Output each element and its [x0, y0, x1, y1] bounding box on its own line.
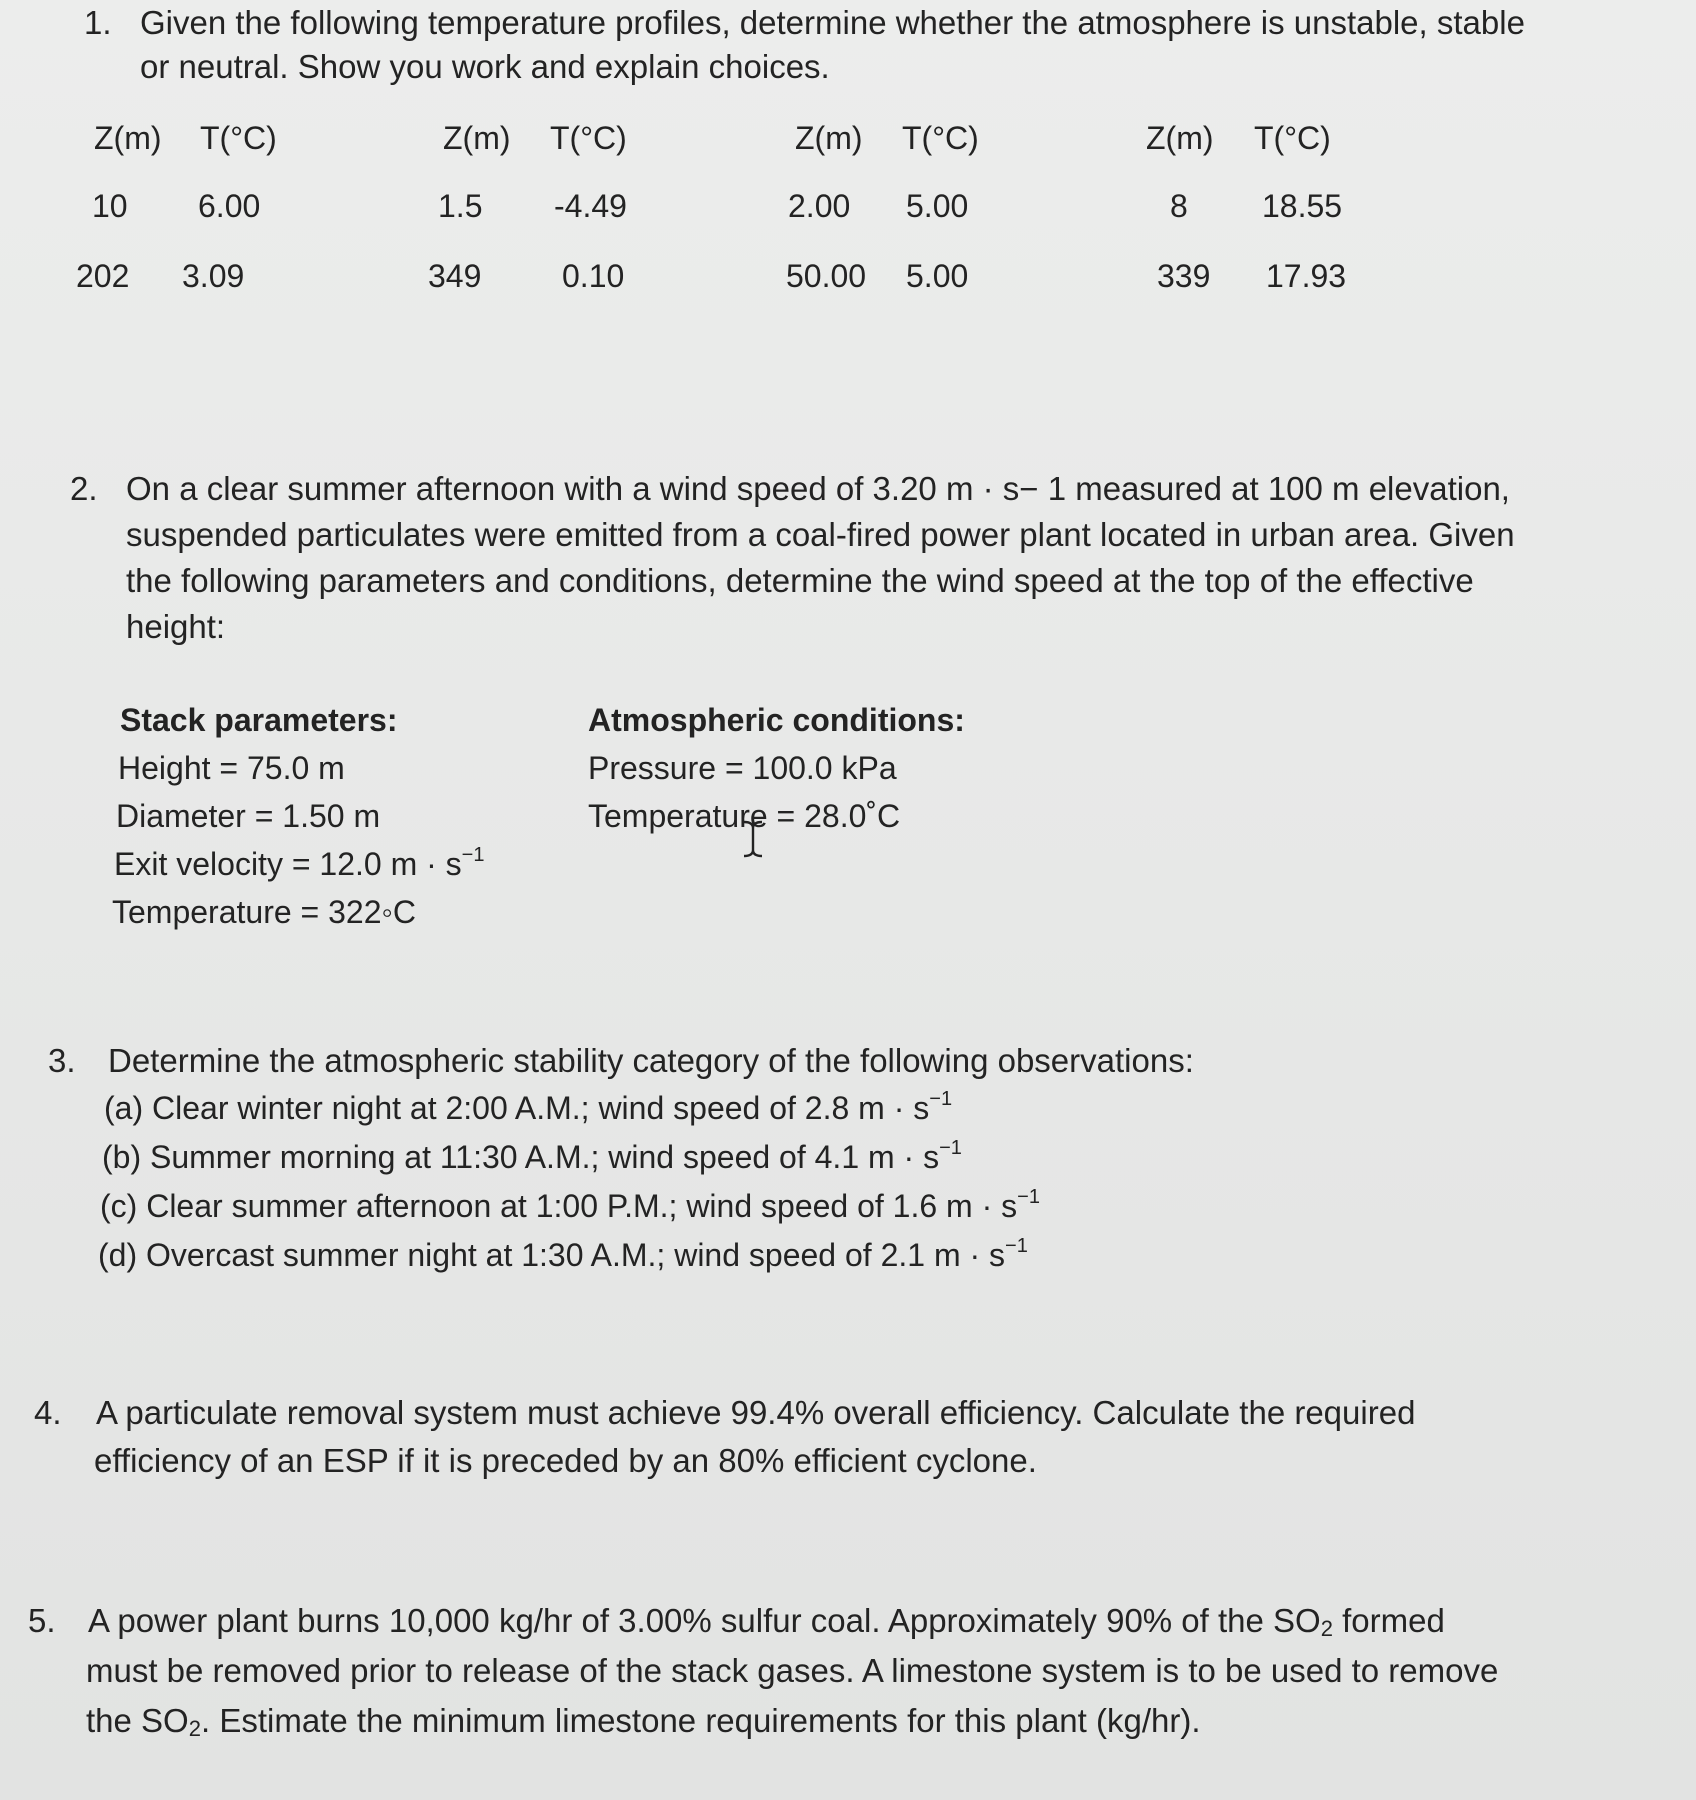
atmospheric-conditions-heading: Atmospheric conditions: [588, 702, 965, 738]
profile-1-z-2: 202 [76, 258, 130, 294]
profile-3-t-1: 5.00 [906, 188, 969, 224]
q4-line1: A particulate removal system must achieve 99.4% overall efficiency. Calculate the required [96, 1394, 1416, 1431]
profile-2-t-2: 0.10 [562, 258, 625, 294]
profile-4-t-2: 17.93 [1266, 258, 1347, 294]
q3-number: 3. [48, 1042, 76, 1079]
q2-number: 2. [70, 470, 98, 507]
profile-3-z-2: 50.00 [786, 258, 867, 294]
q3-item-c: (c) Clear summer afternoon at 1:00 P.M.; wind speed of 1.6 $m \cdot s^{-1}$ [100, 1186, 1040, 1224]
profile-2-header-z: Z(m) [443, 120, 511, 156]
atm-pressure: Pressure = 100.0 kPa [588, 750, 897, 786]
q1-text-line1: Given the following temperature profiles, determine whether the atmosphere is unstable, stable [140, 4, 1525, 41]
q2-line1: On a clear summer afternoon with a wind speed of 3.20 m · s− 1 measured at 100 m elevation, [126, 470, 1510, 507]
q2-line3: the following parameters and conditions, determine the wind speed at the top of the effective [126, 562, 1474, 599]
profile-3-t-2: 5.00 [906, 258, 969, 294]
profile-1-z-1: 10 [92, 188, 128, 224]
q3-intro: Determine the atmospheric stability category of the following observations: [108, 1042, 1194, 1079]
profile-4-z-2: 339 [1157, 258, 1211, 294]
stack-temperature: Temperature = 322◦C [112, 894, 416, 930]
profile-3-header-t: T(°C) [902, 120, 979, 156]
profile-2-header-t: T(°C) [550, 120, 627, 156]
q2-line4: height: [126, 608, 226, 645]
profile-4-header-z: Z(m) [1146, 120, 1214, 156]
stack-diameter: Diameter = 1.50 m [116, 798, 381, 834]
q5-line3: the $SO_2$. Estimate the minimum limestone requirements for this plant (kg/hr). [86, 1702, 1201, 1741]
profile-4-z-1: 8 [1170, 188, 1188, 224]
profile-3-header-z: Z(m) [795, 120, 863, 156]
profile-1-header-z: Z(m) [94, 120, 162, 156]
q2-line2: suspended particulates were emitted from a coal-fired power plant located in urban area. Given [126, 516, 1515, 553]
q4-line2: efficiency of an ESP if it is preceded by an 80% efficient cyclone. [94, 1442, 1037, 1479]
q5-line2: must be removed prior to release of the stack gases. A limestone system is to be used to remove [86, 1652, 1499, 1689]
profile-2-z-2: 349 [428, 258, 482, 294]
q1-text-line2: or neutral. Show you work and explain choices. [140, 48, 830, 85]
q5-number: 5. [28, 1602, 56, 1639]
profile-3-z-1: 2.00 [788, 188, 851, 224]
q3-item-d: (d) Overcast summer night at 1:30 A.M.; wind speed of 2.1 $m \cdot s^{-1}$ [98, 1235, 1028, 1273]
profile-1-header-t: T(°C) [200, 120, 277, 156]
q1-number: 1. [84, 4, 112, 41]
profile-4-header-t: T(°C) [1254, 120, 1331, 156]
profile-4-t-1: 18.55 [1262, 188, 1343, 224]
q4-number: 4. [34, 1394, 62, 1431]
profile-2-t-1: -4.49 [554, 188, 627, 224]
stack-exit-velocity [114, 846, 484, 883]
q3-item-b: (b) Summer morning at 11:30 A.M.; wind speed of 4.1 $m \cdot s^{-1}$ [102, 1137, 962, 1175]
profile-1-t-2: 3.09 [182, 258, 245, 294]
atm-temperature: Temperature = 28.0˚C [588, 798, 901, 834]
stack-height: Height = 75.0 m [118, 750, 345, 786]
q3-item-a: (a) Clear winter night at 2:00 A.M.; wind speed of 2.8 $m \cdot s^{-1}$ [104, 1088, 953, 1126]
text-cursor-icon [740, 820, 766, 858]
profile-2-z-1: 1.5 [438, 188, 483, 224]
stack-exit-velocity-exponent: −1 [461, 844, 485, 866]
stack-exit-velocity-text: Exit velocity = 12.0 m · s [114, 846, 462, 882]
q5-line1: A power plant burns 10,000 kg/hr of 3.00% sulfur coal. Approximately 90% of the $SO_2$ formed [88, 1602, 1445, 1641]
stack-parameters-heading: Stack parameters: [120, 702, 398, 738]
profile-1-t-1: 6.00 [198, 188, 261, 224]
